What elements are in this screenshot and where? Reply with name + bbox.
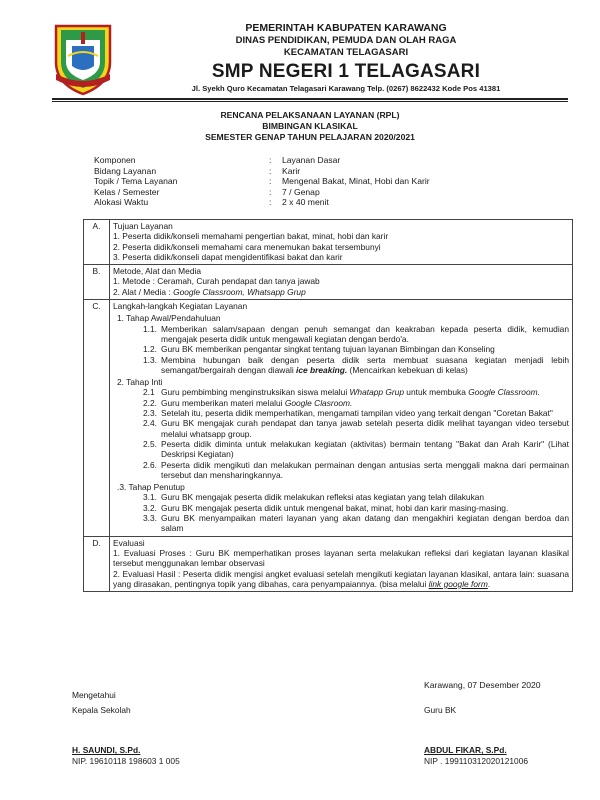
info-row [94,187,430,198]
step-text: Peserta didik diminta untuk melakukan kegiatan (aktivitas) bermain tentang "Bakat dan Arah Karir" (Lihat Deskripsi Kegiatan) [161,438,569,460]
step-text-emphasis: Whatapp Grup [349,387,404,398]
step-item [113,355,569,376]
info-colon: : [269,197,272,208]
step-text: Peserta didik mengikuti dan melakukan permainan dengan antusias serta menggali makna dari permainan tersebut dan mensharingkannya. [161,459,569,480]
step-item [113,513,569,534]
step-text: Guru BK menyampaikan materi layanan yang akan datang dan mengakhiri kegiatan dengan berdoa dan salam [161,513,569,534]
list-item [113,287,569,297]
list-item: 3. Peserta didik/konseli dapat mengidentifikasi bakat dan karir [113,251,343,262]
section-heading: Evaluasi [113,537,145,548]
department-name: DINAS PENDIDIKAN, PEMUDA DAN OLAH RAGA [235,35,457,46]
step-item [113,439,569,460]
step-text: Memberikan salam/sapaan dengan penuh semangat dan keakraban kepada peserta didik, kemudian mengajak peserta didik untuk mengawali kegiatan dengan berdo'a. [161,323,569,344]
stage-heading: 2. Tahap Inti [117,377,163,388]
regency-crest-logo [52,22,114,97]
title-line-1: RENCANA PELAKSANAAN LAYANAN (RPL) [220,110,400,120]
evaluation-text: 2. Evaluasi Hasil : Peserta didik mengisi angket evaluasi setelah mengikuti kegiatan layanan klasikal, antara lain: suasana yang dirasakan, pentingnya topik yang dibahas, cara penyampaiannya. (bisa melalui [113,568,569,589]
media-label: 2. Alat / Media : [113,286,174,297]
info-value: 7 / Genap [282,186,320,197]
info-colon: : [269,155,272,165]
counselor-name-block [424,745,528,767]
section-d-content [110,536,573,591]
step-item [113,408,569,418]
section-heading: Langkah-langkah Kegiatan Layanan [113,301,248,312]
principal-name: H. SAUNDI, S.Pd. [72,745,141,755]
stage-heading: 1. Tahap Awal/Pendahuluan [117,313,221,324]
section-c-row [84,300,573,537]
step-number: 2.5. [143,438,157,449]
info-row [94,176,430,187]
plan-table [83,219,573,592]
step-number: 2.4. [143,418,157,429]
list-item: 2. Peserta didik/konseli memahami cara menemukan bakat tersembunyi [113,241,381,252]
info-label: Alokasi Waktu [94,197,149,208]
step-item [113,344,569,354]
list-item [113,569,569,590]
step-number: 1.3. [143,354,157,365]
info-value: 2 x 40 menit [282,197,329,208]
info-value: Mengenal Bakat, Minat, Hobi dan Karir [282,176,430,187]
school-name: SMP NEGERI 1 TELAGASARI [211,61,481,82]
section-code: A. [84,220,110,265]
step-item [113,418,569,439]
info-colon: : [269,165,272,176]
evaluation-text-end: . [487,578,491,589]
header-divider-thick [52,98,568,100]
step-text: Guru BK mengajak peserta didik untuk mengenal bakat, minat, hobi dan karir masing-masing. [161,502,509,513]
step-number: 3.1. [143,492,157,503]
acknowledged-label: Mengetahui [72,690,116,700]
info-label: Kelas / Semester [94,186,160,197]
list-item: 1. Metode : Ceramah, Curah pendapat dan tanya jawab [113,276,320,287]
step-item [113,398,569,408]
step-text-part: Membina hubungan baik dengan peserta didik serta membuat suasana kegiatan menjadi lebih semangat/bergairah dengan diawali [161,354,569,375]
step-text-emphasis: Google Clasroom. [284,397,353,408]
section-a-content [110,220,573,265]
list-item: 1. Peserta didik/konseli memahami pengertian bakat, minat, hobi dan karir [113,231,389,242]
step-number: 1.1. [143,323,157,334]
principal-role: Kepala Sekolah [72,705,131,715]
stage-heading: .3. Tahap Penutup [117,482,185,493]
step-text: Guru BK mengajak peserta didik melakukan refleksi atas kegiatan yang telah dilakukan [161,492,485,503]
step-text [161,398,569,408]
step-item [113,387,569,397]
step-text-part: untuk membuka [403,387,469,398]
step-item [113,324,569,345]
title-line-3: SEMESTER GENAP TAHUN PELAJARAN 2020/2021 [205,132,415,142]
step-number: 3.2. [143,502,157,513]
step-item [113,460,569,481]
section-code: D. [84,536,110,591]
media-value: Google Classroom, Whatsapp Grup [173,286,306,297]
step-text: Setelah itu, peserta didik memperhatikan, mengamati tampilan video yang terkait dengan "Coretan Bakat" [161,408,553,419]
google-form-link[interactable]: link google form [428,578,488,589]
section-heading: Tujuan Layanan [113,221,173,231]
government-name: PEMERINTAH KABUPATEN KARAWANG [245,22,447,34]
district-name: KECAMATAN TELAGASARI [283,47,409,58]
counselor-nip: NIP . 199110312020121006 [424,756,529,766]
step-item [113,503,569,513]
principal-nip: NIP. 19610118 198603 1 005 [72,756,180,766]
section-code: B. [84,265,110,300]
counselor-name: ABDUL FIKAR, S.Pd. [424,745,507,755]
section-heading: Metode, Alat dan Media [113,266,201,277]
section-d-row [84,536,573,591]
section-code: C. [84,300,110,537]
section-a-row [84,220,573,265]
info-colon: : [269,186,272,197]
section-b-row [84,265,573,300]
step-number: 2.3. [143,408,157,419]
counselor-signature-block [424,705,456,716]
title-line-2: BIMBINGAN KLASIKAL [262,121,358,131]
step-text [161,387,569,397]
step-text-part: Guru memberikan materi melalui [161,397,285,408]
info-row [94,166,430,177]
step-text [161,355,569,376]
info-value: Layanan Dasar [282,155,341,165]
letterhead [52,22,572,97]
section-b-content [110,265,573,300]
info-value: Karir [282,165,301,176]
step-text-emphasis: ice breaking. [296,364,348,375]
info-label: Topik / Tema Layanan [94,176,178,187]
plan-info [94,155,430,208]
step-number: 3.3. [143,513,157,524]
info-label: Komponen [94,155,136,165]
step-text-part: Guru pembimbing menginstruksikan siswa melalui [161,387,350,398]
principal-name-block [72,745,180,767]
info-colon: : [269,176,272,187]
info-row [94,155,430,166]
section-c-content [110,300,573,537]
step-number: 2.1 [143,387,155,398]
step-number: 2.6. [143,459,157,470]
signing-date: Karawang, 07 Desember 2020 [424,680,541,690]
principal-signature-block [72,690,131,716]
list-item: 1. Evaluasi Proses : Guru BK memperhatikan proses layanan serta melakukan refleksi dari kegiatan layanan klasikal tersebut menggunakan lembar observasi [113,547,569,569]
counselor-role: Guru BK [424,705,457,715]
header-divider-thin [52,101,568,102]
step-number: 2.2. [143,397,157,408]
info-label: Bidang Layanan [94,165,157,176]
document-title [52,110,568,143]
step-text-emphasis: Google Classroom. [468,387,540,398]
step-number: 1.2. [143,344,157,355]
step-text: Guru BK mengajak curah pendapat dan tanya jawab setelah peserta didik melihat tayangan video tersebut melalui whatsapp group. [161,418,569,439]
step-item [113,492,569,502]
step-text-part: (Mencairkan kebekuan di kelas) [347,364,468,375]
info-row [94,197,430,208]
step-text: Guru BK memberikan pengantar singkat tentang tujuan layanan Bimbingan dan Konseling [161,344,495,355]
school-address: Jl. Syekh Quro Kecamatan Telagasari Karawang Telp. (0267) 8622432 Kode Pos 41381 [191,84,501,93]
